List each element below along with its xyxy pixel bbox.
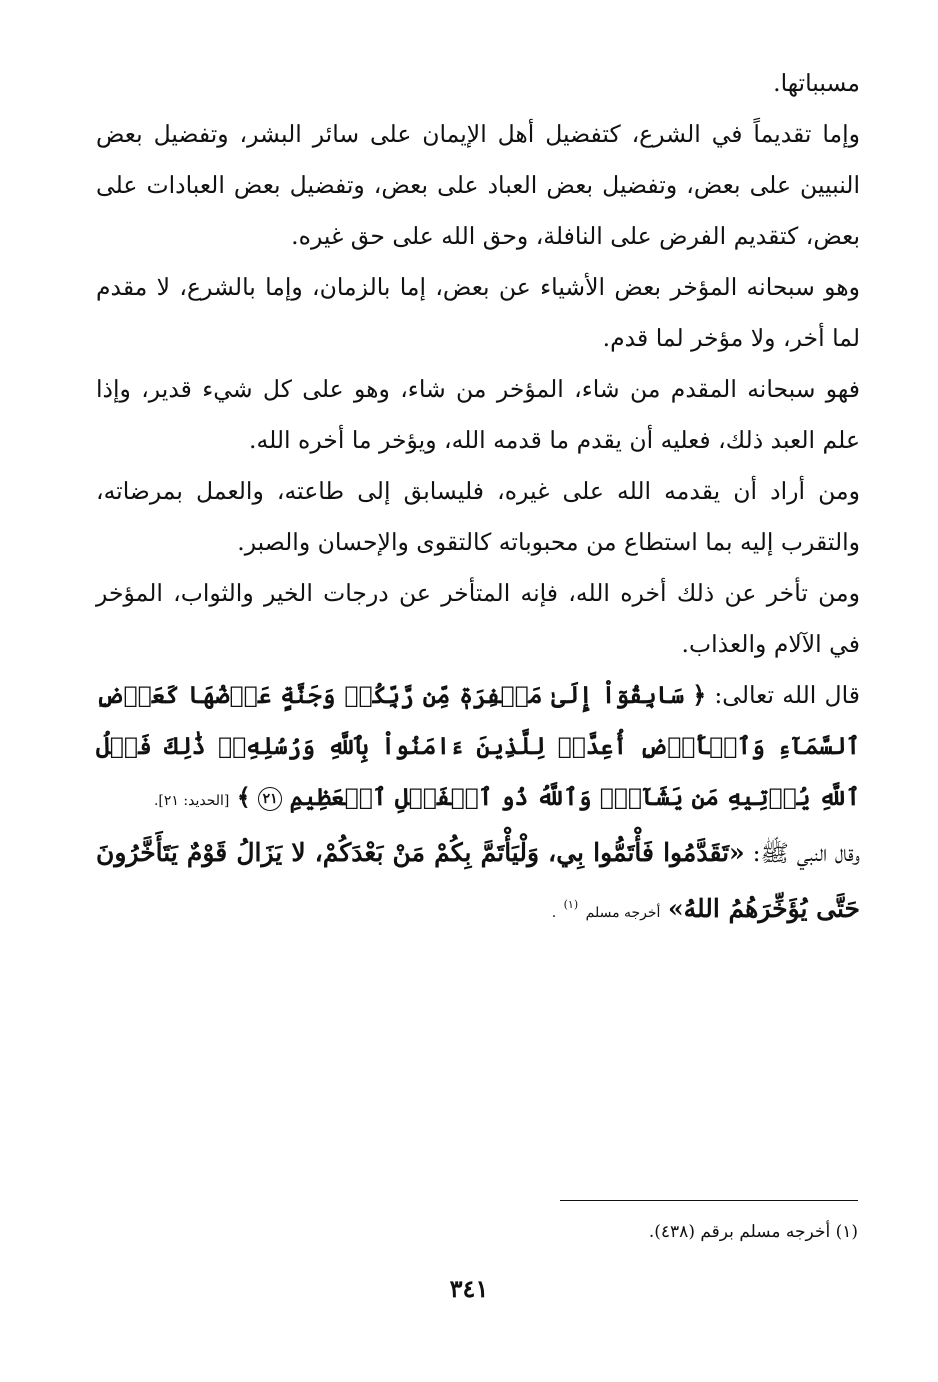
hadith-end: . — [551, 904, 557, 921]
paragraph-5: ومن أراد أن يقدمه الله على غيره، فليسابق إلى طاعته، والعمل بمرضاته، والتقرب إليه بما استطاع من محبوباته كالتقوى والإحسان والصبر. — [96, 477, 860, 556]
footnote-marker: (١) — [563, 898, 579, 911]
page-number: ٣٤١ — [449, 1274, 489, 1303]
quran-close-bracket: ﴾ — [236, 783, 251, 811]
hadith-intro: وقال النبي ﷺ: — [744, 839, 860, 867]
footnote: (١) أخرجه مسلم برقم (٤٣٨). — [648, 1222, 858, 1242]
paragraph-4: فهو سبحانه المقدم من شاء، المؤخر من شاء، وهو على كل شيء قدير، وإذا علم العبد ذلك، فعليه أن يقدم ما قدمه الله، ويؤخر ما أخره الله. — [96, 375, 860, 454]
paragraph-3: وهو سبحانه المؤخر بعض الأشياء عن بعض، إما بالزمان، وإما بالشرع، لا مقدم لما أخر، ولا مؤخر لما قدم. — [96, 273, 860, 352]
ayah-number-marker: ٢١ — [258, 787, 282, 811]
quran-intro: قال الله تعالى: — [706, 681, 860, 709]
quran-verse: سَابِقُوٓاْ إِلَىٰ مَغۡفِرَةٖ مِّن رَّبِّكُمۡ وَجَنَّةٍ عَرۡضُهَا كَعَرۡضِ ٱلسَّمَآءِ وَٱلۡأَرۡضِ أُعِدَّتۡ لِلَّذِينَ ءَامَنُواْ بِٱللَّهِ وَرُسُلِهِۦۚ ذَٰلِكَ فَضۡلُ ٱللَّهِ يُؤۡتِيهِ مَن يَشَآءُۚ وَٱللَّهُ ذُو ٱلۡفَضۡلِ ٱلۡعَظِيمِ — [96, 681, 860, 811]
quran-paragraph — [96, 670, 860, 827]
paragraph-6: ومن تأخر عن ذلك أخره الله، فإنه المتأخر عن درجات الخير والثواب، المؤخر في الآلام والعذاب. — [96, 579, 860, 658]
body-text — [96, 58, 860, 939]
quran-reference: [الحديد: ٢١]. — [153, 793, 230, 809]
hadith-paragraph — [96, 827, 860, 939]
hadith-source: أخرجه مسلم — [585, 904, 661, 921]
footnote-divider — [560, 1200, 858, 1201]
paragraph-2: وإما تقديماً في الشرع، كتفضيل أهل الإيمان على سائر البشر، وتفضيل بعض النبيين على بعض، وتفضيل بعض العباد على بعض، وتفضيل بعض العبادات على بعض، كتقديم الفرض على النافلة، وحق الله على حق غيره. — [96, 120, 860, 250]
paragraph-1: مسبباتها. — [773, 69, 860, 97]
quran-open-bracket: ﴿ — [692, 681, 707, 709]
hadith-text: «تَقَدَّمُوا فَأْتَمُّوا بِي، وَلْيَأْتَمَّ بِكُمْ مَنْ بَعْدَكُمْ، لا يَزَالُ قَوْمٌ يَتَأَخَّرُونَ حَتَّى يُؤَخِّرَهُمُ اللهُ» — [96, 838, 860, 923]
